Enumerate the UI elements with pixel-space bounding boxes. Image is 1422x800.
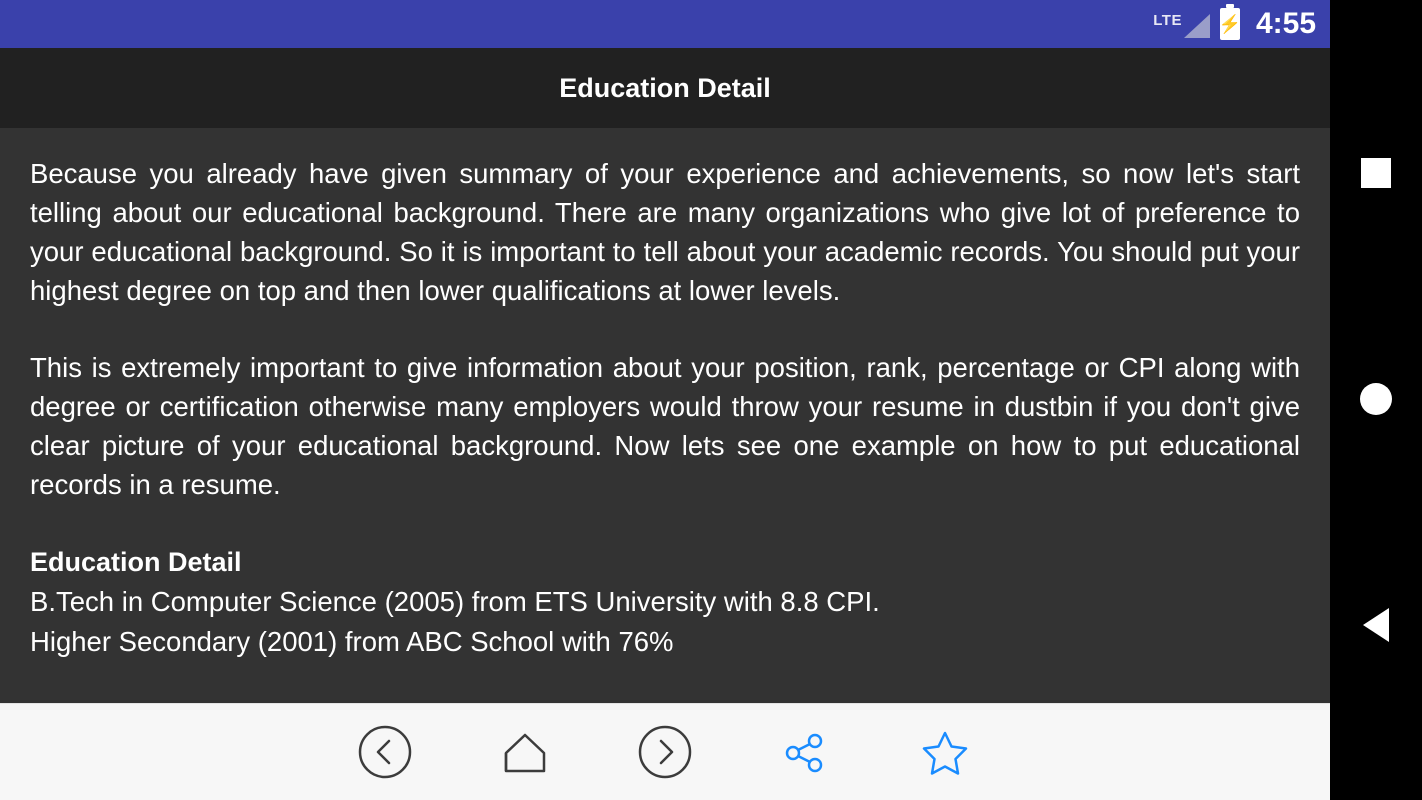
- section-heading: Education Detail: [30, 547, 242, 577]
- share-nodes-icon: [778, 725, 832, 779]
- home-nav-button[interactable]: [1360, 383, 1392, 415]
- lte-label: LTE: [1153, 12, 1182, 29]
- home-icon: [496, 723, 554, 781]
- star-outline-icon: [916, 723, 974, 781]
- share-button[interactable]: [776, 723, 834, 781]
- signal-bars-icon: [1184, 14, 1210, 38]
- favorite-button[interactable]: [916, 723, 974, 781]
- bolt-glyph: ⚡: [1218, 14, 1242, 34]
- clipped-next-line: Higher Secondary (2001) from ABC School with 76%: [30, 626, 674, 657]
- chevron-left-circle-icon: [357, 724, 413, 780]
- chevron-right-circle-icon: [637, 724, 693, 780]
- recents-button[interactable]: [1361, 158, 1391, 188]
- status-bar: [0, 0, 1330, 48]
- next-button[interactable]: [636, 723, 694, 781]
- section-detail-line: B.Tech in Computer Science (2005) from ETS University with 8.8 CPI.: [30, 586, 880, 617]
- status-clock: 4:55: [1255, 7, 1316, 40]
- back-nav-button[interactable]: [1363, 608, 1389, 642]
- app-bar: [0, 48, 1330, 128]
- paragraph-2: This is extremely important to give information about your position, rank, percentage or CPI along with degree or certification otherwise many employers would throw your resume in dustbin if you don't give clear picture of your educational background. Now lets see one example on how to put educational records in a resume.: [30, 352, 1300, 500]
- paragraph-1: Because you already have given summary of your experience and achievements, so now let's start telling about our educational background. There are many organizations who give lot of preference to your educational background. So it is important to tell about your academic records. You should put your highest degree on top and then lower qualifications at lower levels.: [30, 158, 1300, 306]
- article-content[interactable]: [0, 128, 1330, 703]
- home-button[interactable]: [496, 723, 554, 781]
- page-title: Education Detail: [559, 72, 771, 103]
- network-indicator: [1153, 8, 1210, 40]
- bottom-navigation-bar: [0, 703, 1330, 800]
- battery-charging-icon: [1220, 8, 1240, 40]
- status-icons: [1153, 8, 1316, 40]
- previous-button[interactable]: [356, 723, 414, 781]
- system-navigation-rail: [1330, 0, 1422, 800]
